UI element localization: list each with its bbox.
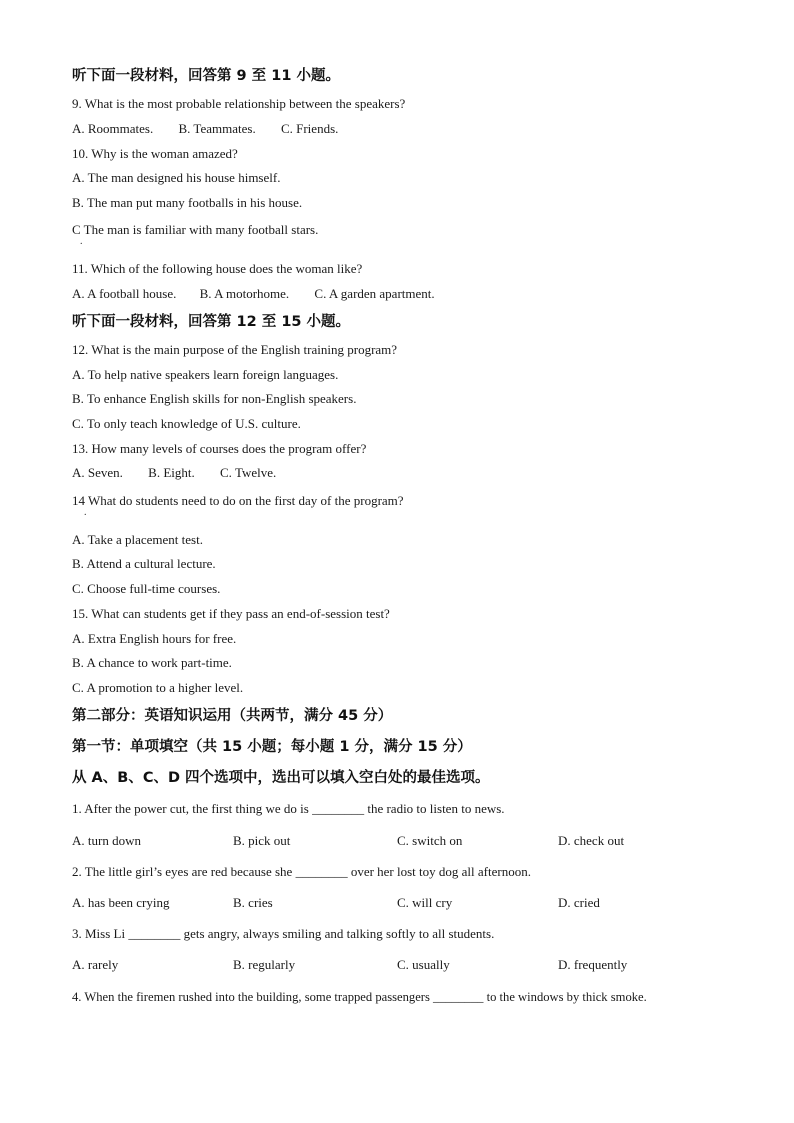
q13-option-a: A. Seven. [72,465,123,480]
q9-option-c: C. Friends. [280,121,339,136]
stray-mark: . [84,507,87,518]
section-heading-listen-12-15: 听下面一段材料，回答第 12 至 15 小题。 [72,314,351,330]
question-9-options [72,121,338,137]
grammar-question-4-stem: 4. When the firemen rushed into the building, some trapped passengers ________ to the windows by thick smoke. [72,990,647,1004]
q10-option-b: B. The man put many footballs in his house. [72,195,303,210]
q14-option-b: B. Attend a cultural lecture. [72,556,216,571]
q9-option-b: B. Teammates. [178,121,256,136]
q12-option-a: A. To help native speakers learn foreign languages. [72,367,339,382]
grammar-question-3-options [72,957,732,973]
q10-option-c: C The man is familiar with many football stars. [72,222,319,237]
q11-option-c: C. A garden apartment. [314,286,435,301]
g1-option-a: A. turn down [72,833,141,848]
g3-option-d: D. frequently [558,957,628,972]
part2-section1-title: 第一节：单项填空（共 15 小题；每小题 1 分，满分 15 分） [72,739,472,755]
g2-option-c: C. will cry [397,895,453,910]
q14-option-a: A. Take a placement test. [72,532,203,547]
question-15-stem: 15. What can students get if they pass an end-of-session test? [72,606,390,621]
q12-option-b: B. To enhance English skills for non-English speakers. [72,391,357,406]
q13-option-c: C. Twelve. [220,465,277,480]
grammar-question-3-stem: 3. Miss Li ________ gets angry, always smiling and talking softly to all students. [72,926,495,941]
question-9-stem: 9. What is the most probable relationship between the speakers? [72,96,406,111]
question-14-stem: 14 What do students need to do on the first day of the program? [72,493,404,508]
q14-option-c: C. Choose full-time courses. [72,581,221,596]
section-heading-listen-9-11: 听下面一段材料，回答第 9 至 11 小题。 [72,68,340,84]
q13-option-b: B. Eight. [148,465,195,480]
q15-option-c: C. A promotion to a higher level. [72,680,244,695]
g2-option-a: A. has been crying [72,895,170,910]
g3-option-c: C. usually [397,957,450,972]
q12-option-c: C. To only teach knowledge of U.S. culture. [72,416,301,431]
part2-title: 第二部分：英语知识运用（共两节，满分 45 分） [72,708,393,724]
g1-option-b: B. pick out [233,833,291,848]
question-13-options [72,465,276,481]
q15-option-b: B. A chance to work part-time. [72,655,232,670]
question-12-stem: 12. What is the main purpose of the English training program? [72,342,398,357]
part2-instructions: 从 A、B、C、D 四个选项中，选出可以填入空白处的最佳选项。 [72,770,490,786]
g3-option-a: A. rarely [72,957,119,972]
q10-option-a: A. The man designed his house himself. [72,170,281,185]
q11-option-a: A. A football house. [72,286,177,301]
grammar-question-1-stem: 1. After the power cut, the first thing we do is ________ the radio to listen to news. [72,801,505,816]
grammar-question-2-options [72,895,732,911]
q9-option-a: A. Roommates. [72,121,154,136]
question-11-stem: 11. Which of the following house does the woman like? [72,261,363,276]
q15-option-a: A. Extra English hours for free. [72,631,237,646]
g1-option-c: C. switch on [397,833,463,848]
g3-option-b: B. regularly [233,957,296,972]
q11-option-b: B. A motorhome. [199,286,290,301]
g2-option-b: B. cries [233,895,273,910]
stray-mark: . [80,236,83,247]
question-13-stem: 13. How many levels of courses does the program offer? [72,441,367,456]
grammar-question-1-options [72,833,732,849]
grammar-question-2-stem: 2. The little girl’s eyes are red because she ________ over her lost toy dog all afternoon. [72,864,531,879]
g2-option-d: D. cried [558,895,600,910]
g1-option-d: D. check out [558,833,625,848]
question-10-stem: 10. Why is the woman amazed? [72,146,238,161]
question-11-options [72,286,435,302]
